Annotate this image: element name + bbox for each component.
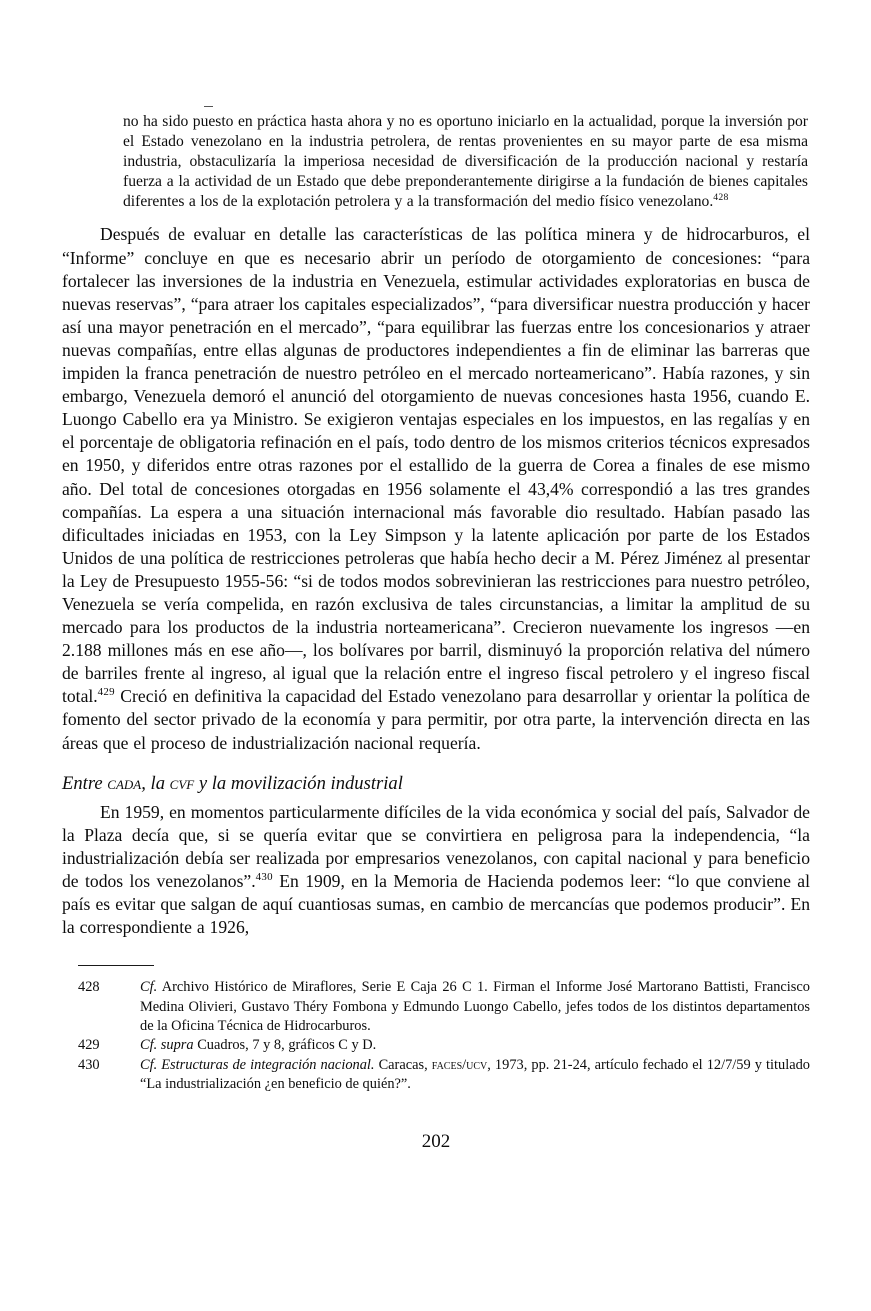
footnote-428-text — [140, 978, 810, 1036]
heading-text-mid: , la — [141, 772, 170, 794]
footnotes-section — [78, 978, 810, 1094]
footnote-430-acronym: faces/ucv — [431, 1056, 488, 1073]
heading-acronym-cvf: cvf — [169, 772, 195, 794]
footnote-428-italic-lead: Cf. — [140, 979, 158, 996]
block-quote-text: no ha sido puesto en práctica hasta ahora y no es oportuno iniciarlo en la actualidad, porque la inversión por el Estado venezolano en la industria petrolera, de rentas provenientes en su mayor parte de esa misma industria, obstaculizaría la imperiosa necesidad de diversificación de la producción nacional y restaría fuerza a la actividad de un Estado que debe preponderantemente dirigirse a la fundación de bienes capitales diferentes a los de la explotación petrolera y a la transformación del medio físico venezolano. — [123, 113, 808, 211]
footnote-430-body-mid: Caracas, — [374, 1056, 432, 1073]
page-number: 202 — [421, 1130, 451, 1152]
section-heading — [62, 772, 810, 796]
paragraph-industrialization-continuation: En 1909, en la Memoria de Hacienda podemos leer: “lo que conviene al país es evitar que salgan de aquí cuantiosas sumas, en cambio de mercancías que podemos producir”. En la correspondiente a 1926, — [62, 870, 810, 938]
footnote-429-text — [140, 1036, 810, 1055]
paragraph-concessions — [62, 223, 810, 754]
footnote-428-number: 428 — [78, 979, 100, 996]
footnote-428 — [78, 978, 810, 1036]
heading-acronym-cada: cada — [107, 772, 142, 794]
heading-text-post: y la movilización industrial — [194, 772, 403, 794]
footnote-430-text — [140, 1056, 810, 1095]
footnote-430 — [78, 1056, 810, 1095]
footnote-429-body: Cuadros, 7 y 8, gráficos C y D. — [193, 1037, 377, 1054]
footnote-430-number: 430 — [78, 1056, 100, 1073]
footnote-429-italic-lead: Cf. supra — [140, 1037, 194, 1054]
footnote-429-number: 429 — [78, 1037, 100, 1054]
paragraph-concessions-continuation: Creció en definitiva la capacidad del Estado venezolano para desarrollar y orientar la política de fomento del sector privado de la economía y para permitir, por otra parte, la intervención directa en las áreas que el proceso de industrialización nacional requería. — [62, 686, 810, 753]
paragraph-industrialization-text: En 1959, en momentos particularmente difíciles de la vida económica y social del país, Salvador de la Plaza decía que, si se quería evitar que se convirtiera en peligrosa para la independencia, “la industrialización debía ser realizada por empresarios venezolanos, con capital nacional y para beneficio de todos los venezolanos”. — [62, 801, 810, 891]
scan-artifact-mark — [204, 106, 213, 107]
footnote-430-body-end: , 1973, pp. 21-24, artículo fechado el 12/7/59 y titulado “La industrialización ¿en beneficio de quién?”. — [140, 1056, 810, 1093]
footnote-ref-430: 430 — [255, 871, 273, 884]
block-quote — [123, 112, 808, 212]
footnote-ref-428: 428 — [713, 192, 729, 204]
footnote-separator — [78, 965, 154, 966]
heading-text-pre: Entre — [62, 772, 108, 794]
footnote-429 — [78, 1036, 810, 1055]
footnote-428-body: Archivo Histórico de Miraflores, Serie E Caja 26 C 1. Firman el Informe José Martorano Battisti, Francisco Medina Olivieri, Gustavo Théry Fombona y Edmundo Luongo Cabello, jefes todos de los distintos departamentos de la Oficina Técnica de Hidrocarburos. — [140, 979, 810, 1034]
footnote-430-italic-lead: Cf. Estructuras de integración nacional. — [140, 1056, 375, 1073]
footnote-ref-429: 429 — [97, 686, 115, 699]
paragraph-concessions-text: Después de evaluar en detalle las características de las política minera y de hidrocarburos, el “Informe” concluye en que es necesario abrir un período de otorgamiento de concesiones: “para fortalecer las inversiones de la industria en Venezuela, estimular actividades exploratorias en busca de nuevas reservas”, “para atraer los capitales especializados”, “para diversificar nuestra producción y hacer así una mayor penetración en el mercado”, “para equilibrar las fuerzas entre los concesionarios y atraer nuevas compañías, entre ellas algunas de productores independientes a fin de eliminar las barreras que impiden la franca penetración de nuestro petróleo en el mercado norteamericano”. Había razones, y sin embargo, Venezuela demoró el anunció del otorgamiento de nuevas concesiones hasta 1956, cuando E. Luongo Cabello era ya Ministro. Se exigieron ventajas especiales en los impuestos, en las regalías y en el porcentaje de obligatoria refinación en el país, todo dentro de los mismos criterios técnicos expresados en 1950, y diferidos entre otras razones por el estallido de la guerra de Corea a finales de ese mismo año. Del total de concesiones otorgadas en 1956 solamente el 43,4% correspondió a las tres grandes compañías. La espera a una situación internacional más favorable dio resultado. Habían pasado las dificultades iniciadas en 1953, con la Ley Simpson y la latente aplicación por parte de los Estados Unidos de una política de restricciones petroleras que había hecho decir a M. Pérez Jiménez al presentar la Ley de Presupuesto 1955-56: “si de todos modos sobrevinieran las restricciones para nuestro petróleo, Venezuela se vería compelida, en razón exclusiva de tales circunstancias, a limitar la amplitud de su mercado para los productos de la industria norteamericana”. Crecieron nuevamente los ingresos —en 2.188 millones más en ese año—, los bolívares por barril, disminuyó la proporción relativa del número de barriles frente al ingreso, al igual que la relación entre el ingreso fiscal petrolero y el ingreso fiscal total. — [62, 224, 810, 707]
paragraph-industrialization — [62, 801, 810, 940]
